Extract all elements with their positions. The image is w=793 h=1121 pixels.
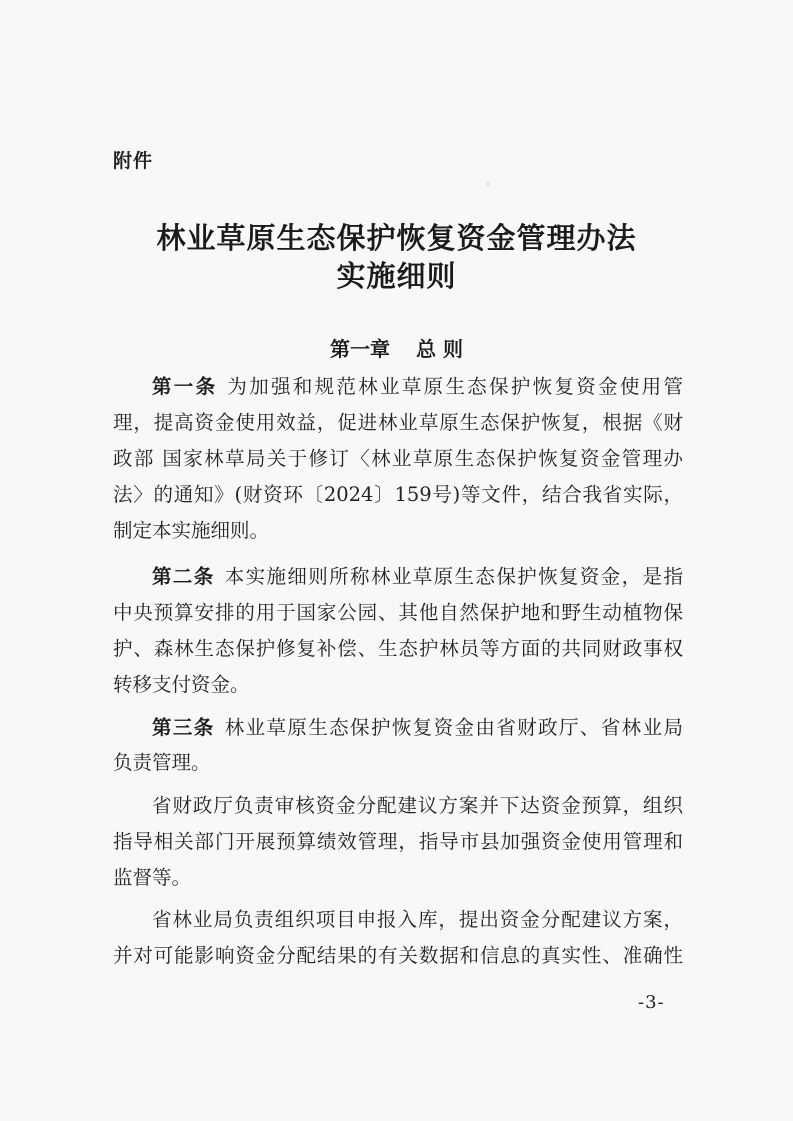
paragraph-1-line-3: 监督等。 [113,866,192,889]
chapter-name: 总 则 [416,337,463,361]
document-title-line-2: 实施细则 [336,259,457,293]
attachment-label: 附件 [113,150,154,172]
paragraph-2-line-1: 省林业局负责组织项目申报入库，提出资金分配建议方案， [152,908,683,931]
scan-speck [487,183,489,185]
chapter-heading [0,333,793,362]
article-1-label: 第一条 [152,375,218,398]
article-3-label: 第三条 [152,716,215,739]
paragraph-1-line-2: 指导相关部门开展预算绩效管理，指导市县加强资金使用管理和 [113,830,683,853]
article-2-line-2: 中央预算安排的用于国家公园、其他自然保护地和野生动植物保 [113,601,683,624]
article-2-line-3: 护、森林生态保护修复补偿、生态护林员等方面的共同财政事权 [113,637,683,660]
paragraph-1-line-1: 省财政厅负责审核资金分配建议方案并下达资金预算，组织 [152,794,683,817]
article-1-line-2: 理，提高资金使用效益，促进林业草原生态保护恢复，根据《财 [113,411,683,434]
article-1-line-4: 法〉的通知》(财资环〔2024〕159号)等文件，结合我省实际， [113,483,683,506]
article-2-label: 第二条 [152,565,215,588]
article-1-line-5: 制定本实施细则。 [113,519,270,542]
article-1-line-3: 政部 国家林草局关于修订〈林业草原生态保护恢复资金管理办 [113,447,683,470]
article-1-line-1: 第一条 为加强和规范林业草原生态保护恢复资金使用管 [152,375,683,398]
paragraph-2-line-2: 并对可能影响资金分配结果的有关数据和信息的真实性、准确性 [113,944,683,967]
page-number: -3- [638,992,665,1013]
article-2-line-1: 第二条 本实施细则所称林业草原生态保护恢复资金，是指 [152,565,683,588]
article-3-line-1: 第三条 林业草原生态保护恢复资金由省财政厅、省林业局 [152,716,683,739]
document-title-line-1: 林业草原生态保护恢复资金管理办法 [156,221,637,255]
chapter-number: 第一章 [330,337,391,361]
article-3-line-2: 负责管理。 [113,751,211,774]
article-2-line-4: 转移支付资金。 [113,673,250,696]
